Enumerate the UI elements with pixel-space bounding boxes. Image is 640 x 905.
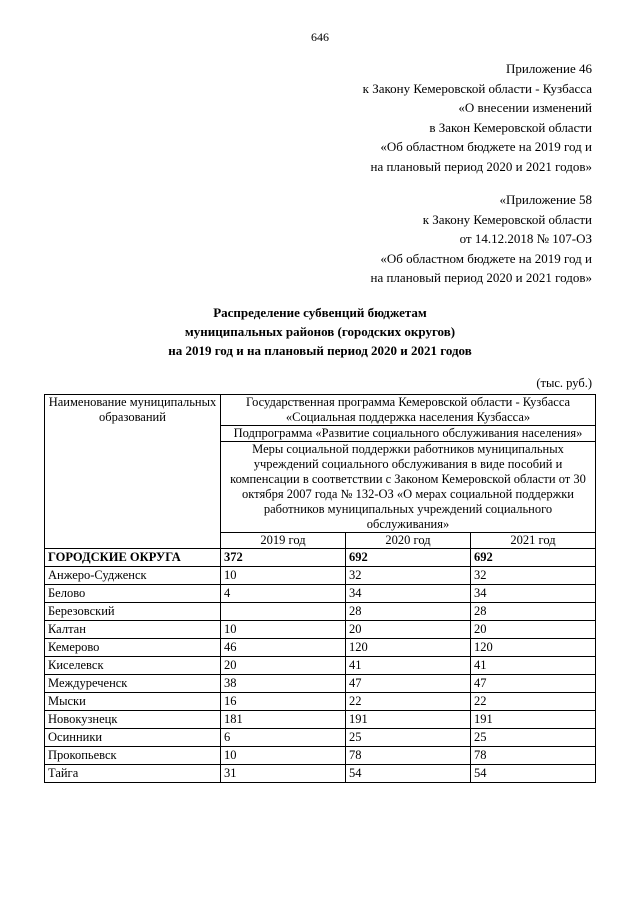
value-2020: 78 bbox=[346, 747, 471, 765]
value-2019: 181 bbox=[221, 711, 346, 729]
table-row bbox=[45, 675, 596, 693]
row-name: Новокузнецк bbox=[45, 711, 221, 729]
value-2019: 372 bbox=[221, 549, 346, 567]
table-body bbox=[45, 549, 596, 783]
table-row bbox=[45, 711, 596, 729]
value-2020: 191 bbox=[346, 711, 471, 729]
value-2019: 6 bbox=[221, 729, 346, 747]
row-name: Березовский bbox=[45, 603, 221, 621]
value-2020: 22 bbox=[346, 693, 471, 711]
table-row-total bbox=[45, 549, 596, 567]
program-header: Государственная программа Кемеровской области - Кузбасса «Социальная поддержка населения Кузбасса» bbox=[221, 395, 596, 426]
value-2019 bbox=[221, 603, 346, 621]
year-header-2021: 2021 год bbox=[471, 533, 596, 549]
value-2021: 54 bbox=[471, 765, 596, 783]
table-row bbox=[45, 621, 596, 639]
appendix-line: «Приложение 58 bbox=[499, 192, 592, 207]
table-row bbox=[45, 639, 596, 657]
table-row bbox=[45, 693, 596, 711]
value-2020: 28 bbox=[346, 603, 471, 621]
value-2019: 38 bbox=[221, 675, 346, 693]
appendix-line: «Об областном бюджете на 2019 год и bbox=[380, 250, 592, 266]
value-2019: 4 bbox=[221, 585, 346, 603]
table-row bbox=[45, 747, 596, 765]
row-name: Киселевск bbox=[45, 657, 221, 675]
row-name: ГОРОДСКИЕ ОКРУГА bbox=[45, 549, 221, 567]
appendix-line: Приложение 46 bbox=[505, 61, 592, 76]
value-2020: 25 bbox=[346, 729, 471, 747]
appendix-line: к Закону Кемеровской области bbox=[422, 211, 592, 227]
value-2019: 10 bbox=[221, 747, 346, 765]
row-name: Мыски bbox=[45, 693, 221, 711]
value-2019: 10 bbox=[221, 621, 346, 639]
row-name: Осинники bbox=[45, 729, 221, 747]
value-2020: 47 bbox=[346, 675, 471, 693]
subprogram-header: Подпрограмма «Развитие социального обслуживания населения» bbox=[221, 426, 596, 442]
value-2020: 34 bbox=[346, 585, 471, 603]
measure-header: Меры социальной поддержки работников муниципальных учреждений социального обслуживания в виде пособий и компенсации в соответствии с Законом Кемеровской области от 30 октября 2007 года № 132-ОЗ «О мерах социальной поддержки работников муниципальных учреждений социального обслуживания» bbox=[221, 442, 596, 533]
table-row bbox=[45, 729, 596, 747]
appendix-46-header bbox=[363, 59, 592, 176]
row-name: Белово bbox=[45, 585, 221, 603]
value-2019: 16 bbox=[221, 693, 346, 711]
appendix-line: на плановый период 2020 и 2021 годов» bbox=[370, 270, 592, 285]
title-line: на 2019 год и на плановый период 2020 и 2021 годов bbox=[168, 343, 472, 358]
row-name: Анжеро-Судженск bbox=[45, 567, 221, 585]
value-2020: 120 bbox=[346, 639, 471, 657]
value-2021: 78 bbox=[471, 747, 596, 765]
row-name: Кемерово bbox=[45, 639, 221, 657]
appendix-line: в Закон Кемеровской области bbox=[429, 119, 592, 135]
value-2020: 32 bbox=[346, 567, 471, 585]
row-name: Тайга bbox=[45, 765, 221, 783]
value-2021: 28 bbox=[471, 603, 596, 621]
value-2021: 32 bbox=[471, 567, 596, 585]
value-2021: 41 bbox=[471, 657, 596, 675]
appendix-58-header bbox=[371, 190, 593, 288]
title-line: муниципальных районов (городских округов) bbox=[184, 324, 456, 339]
value-2019: 31 bbox=[221, 765, 346, 783]
value-2020: 20 bbox=[346, 621, 471, 639]
year-header-2020: 2020 год bbox=[346, 533, 471, 549]
value-2021: 692 bbox=[471, 549, 596, 567]
unit-label: (тыс. руб.) bbox=[536, 376, 592, 390]
name-column-header: Наименование муниципальных образований bbox=[45, 395, 221, 549]
table-row bbox=[45, 585, 596, 603]
row-name: Калтан bbox=[45, 621, 221, 639]
value-2020: 41 bbox=[346, 657, 471, 675]
row-name: Прокопьевск bbox=[45, 747, 221, 765]
table-row bbox=[45, 603, 596, 621]
value-2020: 692 bbox=[346, 549, 471, 567]
value-2021: 120 bbox=[471, 639, 596, 657]
value-2021: 191 bbox=[471, 711, 596, 729]
table-row bbox=[45, 657, 596, 675]
value-2020: 54 bbox=[346, 765, 471, 783]
value-2021: 47 bbox=[471, 675, 596, 693]
year-header-2019: 2019 год bbox=[221, 533, 346, 549]
page-number: 646 bbox=[311, 30, 329, 44]
row-name: Междуреченск bbox=[45, 675, 221, 693]
value-2019: 10 bbox=[221, 567, 346, 585]
appendix-line: к Закону Кемеровской области - Кузбасса bbox=[362, 80, 592, 96]
value-2021: 22 bbox=[471, 693, 596, 711]
appendix-line: «Об областном бюджете на 2019 год и bbox=[380, 139, 592, 154]
appendix-line: на плановый период 2020 и 2021 годов» bbox=[370, 158, 592, 174]
appendix-line: от 14.12.2018 № 107-ОЗ bbox=[459, 231, 592, 246]
document-title bbox=[0, 303, 640, 360]
appendix-line: «О внесении изменений bbox=[458, 100, 592, 115]
value-2019: 20 bbox=[221, 657, 346, 675]
value-2021: 34 bbox=[471, 585, 596, 603]
value-2019: 46 bbox=[221, 639, 346, 657]
subvention-table bbox=[44, 394, 596, 783]
table-row bbox=[45, 765, 596, 783]
table-row bbox=[45, 567, 596, 585]
title-line: Распределение субвенций бюджетам bbox=[213, 305, 427, 320]
value-2021: 20 bbox=[471, 621, 596, 639]
value-2021: 25 bbox=[471, 729, 596, 747]
